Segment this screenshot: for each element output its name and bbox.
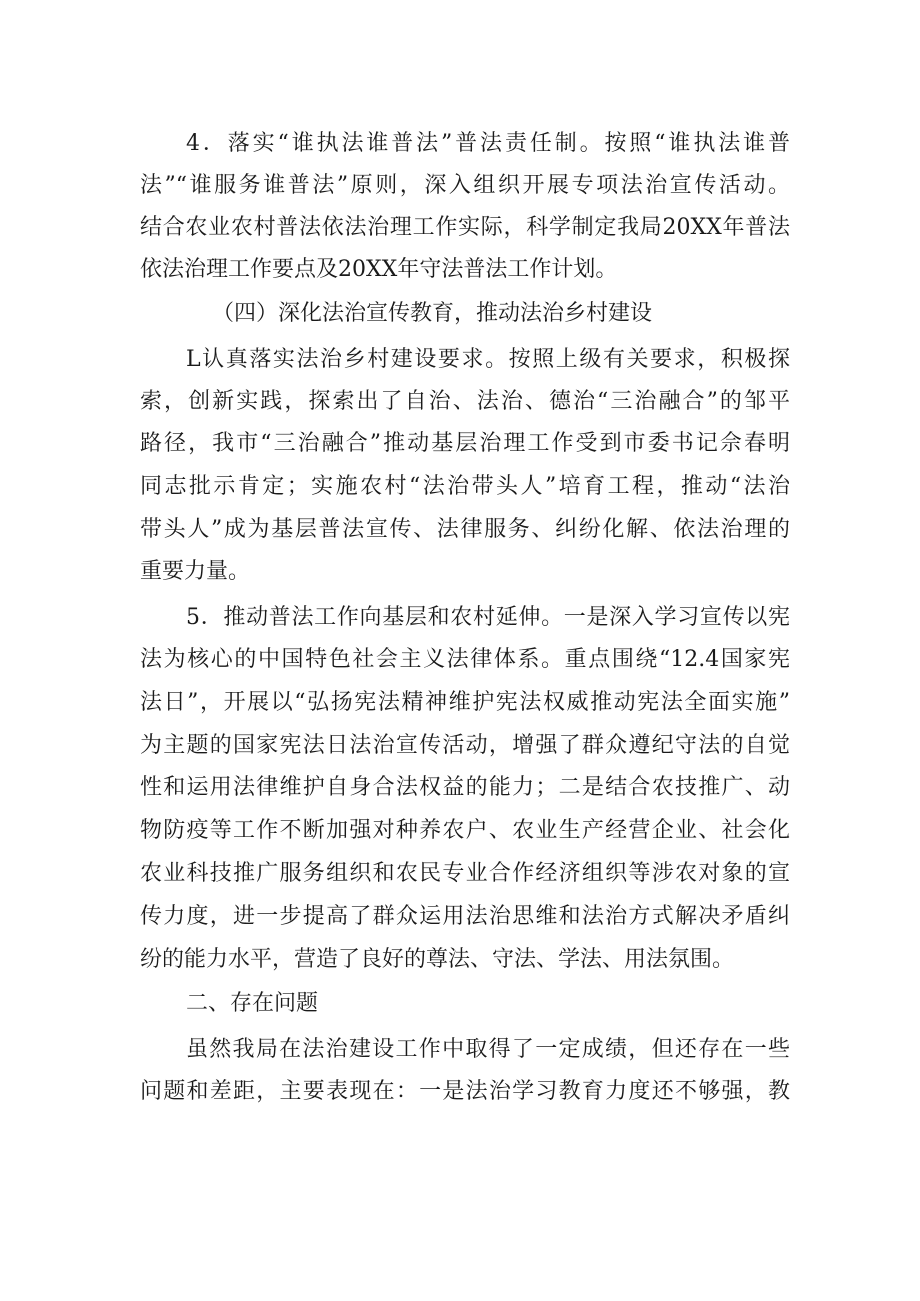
paragraph-line: 带头人”成为基层普法宣传、法律服务、纠纷化解、依法治理的 bbox=[140, 517, 790, 542]
paragraph-line: 结合农业农村普法依法治理工作实际，科学制定我局20XX年普法 bbox=[140, 215, 790, 240]
paragraph-line: 法为核心的中国特色社会主义法律体系。重点围绕“12.4国家宪 bbox=[140, 647, 790, 672]
paragraph-line: 同志批示肯定；实施农村“法治带头人”培育工程，推动“法治 bbox=[140, 474, 790, 499]
paragraph-line: 农业科技推广服务组织和农民专业合作经济组织等涉农对象的宣 bbox=[140, 861, 790, 886]
paragraph-line: 4．落实“谁执法谁普法”普法责任制。按照“谁执法谁普 bbox=[186, 131, 790, 156]
paragraph-line: 传力度，进一步提高了群众运用法治思维和法治方式解决矛盾纠 bbox=[140, 904, 790, 929]
paragraph-line: 索，创新实践，探索出了自治、法治、德治“三治融合”的邹平 bbox=[140, 389, 790, 414]
paragraph-line: 依法治理工作要点及20XX年守法普法工作计划。 bbox=[140, 257, 618, 282]
paragraph-line: 为主题的国家宪法日法治宣传活动，增强了群众遵纪守法的自觉 bbox=[140, 733, 790, 758]
section-heading: 二、存在问题 bbox=[186, 991, 319, 1016]
paragraph-line: 5．推动普法工作向基层和农村延伸。一是深入学习宣传以宪 bbox=[186, 605, 790, 630]
paragraph-line: 问题和差距，主要表现在：一是法治学习教育力度还不够强，教 bbox=[140, 1079, 790, 1104]
paragraph-line: 虽然我局在法治建设工作中取得了一定成绩，但还存在一些 bbox=[186, 1037, 790, 1062]
paragraph-line: 法日”，开展以“弘扬宪法精神维护宪法权威推动宪法全面实施” bbox=[140, 690, 790, 715]
paragraph-line: 性和运用法律维护自身合法权益的能力；二是结合农技推广、动 bbox=[140, 775, 790, 800]
paragraph-line: 物防疫等工作不断加强对种养农户、农业生产经营企业、社会化 bbox=[140, 818, 790, 843]
paragraph-line: L认真落实法治乡村建设要求。按照上级有关要求，积极探 bbox=[186, 347, 790, 372]
paragraph-line: 法”“谁服务谁普法”原则，深入组织开展专项法治宣传活动。 bbox=[140, 173, 790, 198]
paragraph-line: 路径，我市“三治融合”推动基层治理工作受到市委书记佘春明 bbox=[140, 431, 790, 456]
paragraph-line: 重要力量。 bbox=[140, 559, 251, 584]
paragraph-line: 纷的能力水平，营造了良好的尊法、守法、学法、用法氛围。 bbox=[140, 947, 735, 972]
section-heading: （四）深化法治宣传教育，推动法治乡村建设 bbox=[212, 301, 653, 326]
